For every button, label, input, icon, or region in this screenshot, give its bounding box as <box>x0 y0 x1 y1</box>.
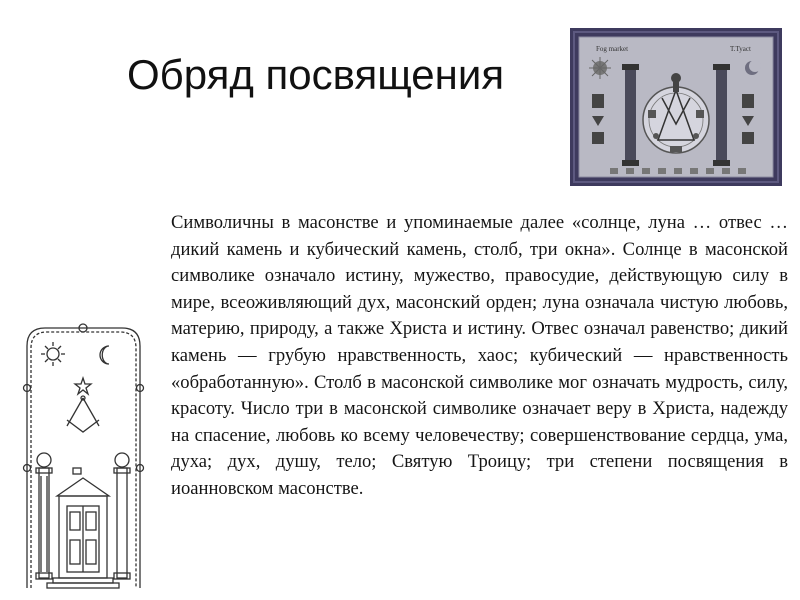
slide-title: Обряд посвящения <box>127 51 505 98</box>
tracing-board-label-left: Fog market <box>596 45 629 53</box>
body-paragraph <box>171 210 788 503</box>
masonic-tracing-board-image <box>570 28 782 186</box>
body-paragraph-text: Символичны в масонстве и упоминаемые далее «солнце, луна … отвес … дикий камень и кубический камень, столб, три окна». Солнце в масонской символике означало истину, мужество, правосудие, действующую силу в мире, всеоживляющий дух, масонский орден; луна означала чистую любовь, материю, природу, а также Христа и истину. Отвес означал равенство; дикий камень — грубую нравственность, хаос; кубический — нравственность «обработанную». Столб в масонской символике мог означать мудрость, силу, красоту. Число три в масонской символике означает веру в Христа, надежду на спасение, любовь ко всему человечеству; совершенствование сердца, ума, духа; дух, душу, тело; Святую Троицу; три степени посвящения в иоанновском масонстве. <box>171 212 788 499</box>
tracing-board-label-right: T.Tyact <box>730 45 751 53</box>
masonic-temple-door-illustration <box>17 318 150 593</box>
